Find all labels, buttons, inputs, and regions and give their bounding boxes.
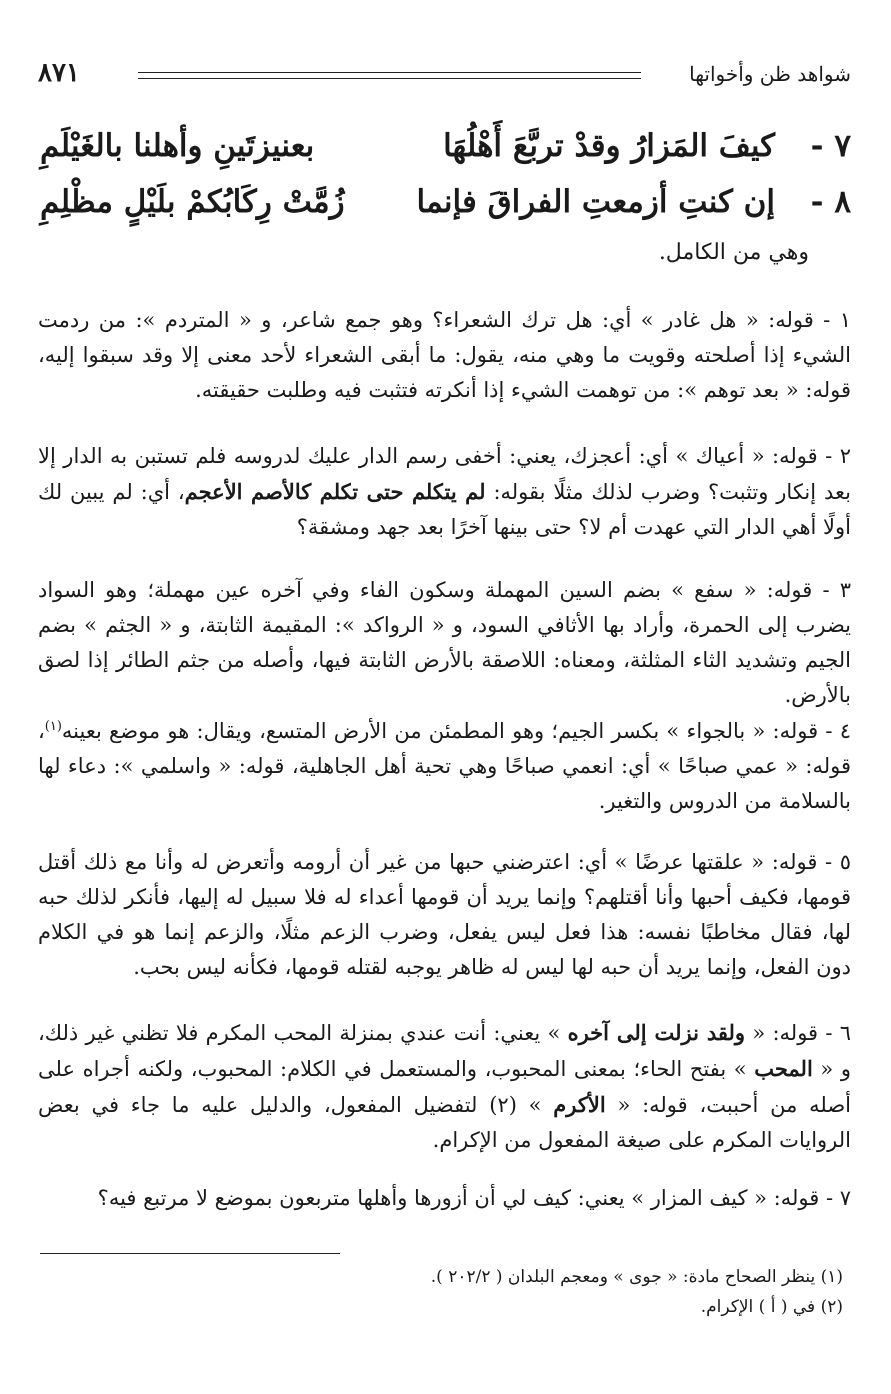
second-hemistich: زُمَّتْ رِكَابُكمْ بلَيْلٍ مظْلِمِ [40,184,345,220]
footnote-ref-2: » (٢) [477,1093,554,1117]
commentary-paragraph-1: ١ - قوله: « هل غادر » أي: هل ترك الشعراء؟ وهو جمع شاعر، و « المتردم »: من ردمت الشيء إذا أصلحته وقويت ما وهي منه، يقول: ما أبقى الشعراء لأحد معنى إلا وقد سبقوا إليه، قوله: « بعد توهم »: من توهمت الشيء إذا أنكرته فتثبت فيه وطلبت حقيقته. [38,308,852,402]
footnote-2: (٢) في ( أ ) الإكرام. [700,1297,843,1317]
footnote-1: (١) ينظر الصحاح مادة: « جوى » ومعجم البلدان ( ٢٠٢/٢ ). [430,1267,843,1287]
bold-quotation: ولقد نزلت إلى آخره [567,1020,746,1045]
paragraph-text: ٤ - قوله: « بالجواء » بكسر الجيم؛ وهو المطمئن من الأرض المتسع، ويقال: هو موضع بعينه [61,719,851,743]
commentary-paragraph-3: ٣ - قوله: « سفع » بضم السين المهملة وسكون الفاء وفي آخره عين مهملة؛ وهو السواد يضرب إلى الحمرة، وأراد بها الأثافي السود، و « الرواكد »: المقيمة الثابتة، و « الجثم » بضم الجيم وتشديد الثاء المثلثة، ومعناه: اللاصقة بالأرض الثابتة فيها، وأصله من جثم الطائر إذا لصق بالأرض. [38,578,851,707]
paragraph-text: » يعني: أنت عندي بمنزلة المحب المكرم فلا تظني غير ذلك، و « [38,1021,852,1081]
poem-verses [40,124,851,236]
paragraph-text: ، أي: لم يبين لك أولًا أهي الدار التي عهدت أم لا؟ حتى بينها آخرًا بعد جهد ومشقة؟ [38,480,851,539]
meter-note: وهي من الكامل. [658,240,809,265]
commentary-paragraph-2 [38,439,851,545]
verse-number: ٧ - [810,128,851,164]
first-hemistich: كيفَ المَزارُ وقدْ تربَّعَ أَهْلُهَا [443,128,775,164]
bold-term: الأكرم [553,1092,606,1117]
bold-quotation: لم يتكلم حتى تكلم كالأصم الأعجم [184,479,486,504]
footnotes [40,1262,843,1322]
paragraph-text: ٦ - قوله: « [745,1021,851,1045]
paragraph-text: » بفتح الحاء؛ بمعنى المحبوب، والمستعمل في الكلام: المحبوب، ولكنه أجراه على أصله من أحببت، قوله: « [38,1057,851,1117]
verse-number: ٨ - [810,184,851,220]
running-title: شواهد ظن وأخواتها [689,62,851,86]
commentary-paragraph-4 [38,709,851,819]
verse-7 [40,124,851,180]
commentary-paragraph-5: ٥ - قوله: « علقتها عرضًا » أي: اعترضني حبها من غير أن أرومه وأتعرض له وأنا مع ذلك أقتل قومها، فكيف أحبها وأنا أقتلهم؟ وإنما يريد أن قومها أعداء له فلا سبيل له إليها، فأنكر لذلك حبه لها، فقال مخاطبًا نفسه: هذا فعل ليس يفعل، وضرب الزعم مثلًا، والزعم إنما هو في الكلام دون الفعل، وإنما يريد أن حبه لها ليس له ظاهر يوجبه لقتله قومها، فكأنه ليس بحب. [38,850,851,979]
first-hemistich: إن كنتِ أزمعتِ الفراقَ فإنما [416,184,775,220]
page-header [38,60,851,94]
paragraph-text: ٢ - قوله: « أعياك » أي: أعجزك، يعني: أخفى رسم الدار عليك لدروسه فلم تستبن به الدار إلا بعد إنكار وتثبت؟ وضرب لذلك مثلًا بقوله: [38,444,851,504]
header-double-rule [138,72,641,79]
second-hemistich: بعنيزتَينِ وأهلنا بالغَيْلَمِ [40,128,315,164]
footnote-ref-1: (١) [44,719,62,734]
page-number: ٨٧١ [38,58,80,88]
bold-term: المحب [754,1056,813,1081]
paragraph-text: ، قوله: « عمي صباحًا » أي: انعمي صباحًا وهي تحية أهل الجاهلية، قوله: « واسلمي »: دعاء لها بالسلامة من الدروس والتغير. [38,719,851,813]
commentary-paragraph-7: ٧ - قوله: « كيف المزار » يعني: كيف لي أن أزورها وأهلها متربعون بموضع لا مرتبع فيه؟ [97,1186,851,1210]
verse-8 [40,180,851,236]
commentary-paragraph-6 [38,1015,851,1158]
footnote-divider [40,1253,340,1254]
paragraph-text: لتفضيل المفعول، والدليل عليه ما جاء في بعض الروايات المكرم على صيغة المفعول من الإكرام. [38,1093,851,1152]
